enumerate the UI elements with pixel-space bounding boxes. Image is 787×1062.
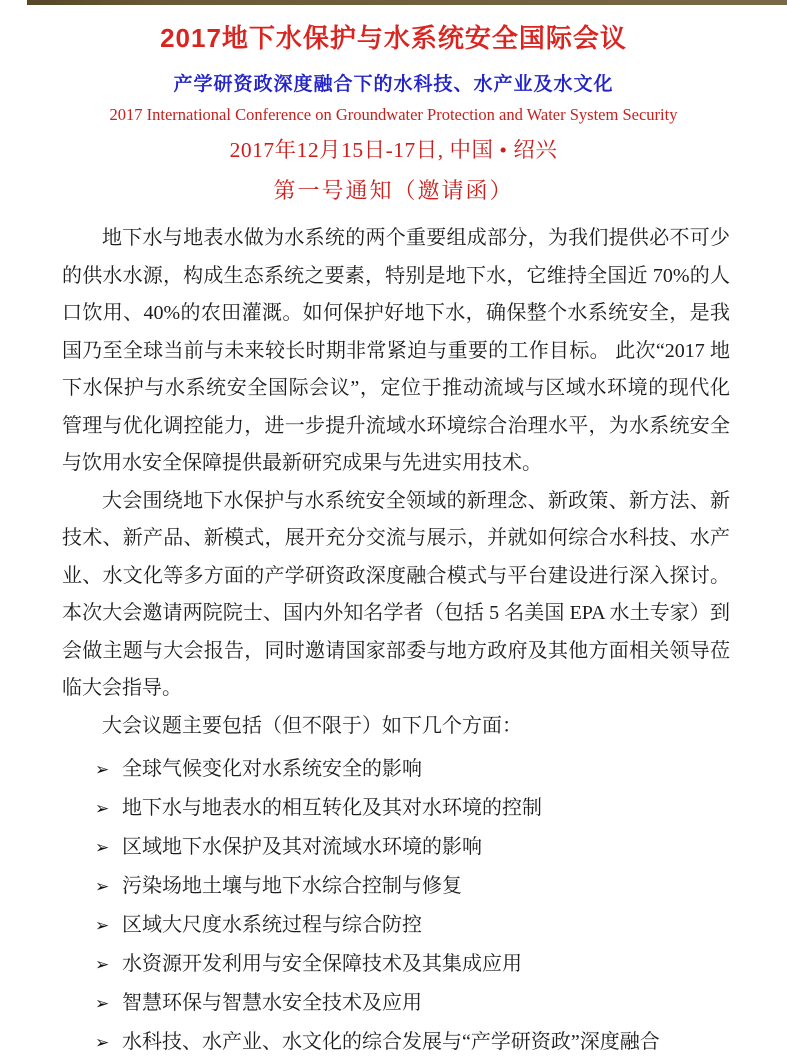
arrow-bullet-icon: ➢ [95,916,110,935]
topic-label: 智慧环保与智慧水安全技术及应用 [122,992,422,1014]
list-item [62,867,730,906]
paragraph-scope: 大会围绕地下水保护与水系统安全领域的新理念、新政策、新方法、新技术、新产品、新模式，展开充分交流与展示，并就如何综合水科技、水产业、水文化等多方面的产学研资政深度融合模式与平台建设进行深入探讨。本次大会邀请两院院士、国内外知名学者（包括 5 名美国 EPA 水土专家）到会做主题与大会报告，同时邀请国家部委与地方政府及其他方面相关领导莅临大会指导。 [62,489,730,699]
list-item [62,789,730,828]
paragraph-topics-lead: 大会议题主要包括（但不限于）如下几个方面： [102,714,522,737]
conference-title-cn: 2017地下水保护与水系统安全国际会议 [160,23,627,53]
topic-label: 污染场地土壤与地下水综合控制与修复 [122,875,462,897]
arrow-bullet-icon: ➢ [95,838,110,857]
arrow-bullet-icon: ➢ [95,1033,110,1052]
topic-label: 区域大尺度水系统过程与综合防控 [122,914,422,936]
document-page [0,5,787,1053]
list-item [62,984,730,1023]
conference-title-en: 2017 International Conference on Groundwater Protection and Water System Security [109,105,678,124]
arrow-bullet-icon: ➢ [95,799,110,818]
topic-label: 水科技、水产业、水文化的综合发展与“产学研资政”深度融合 [122,1031,660,1053]
topic-label: 区域地下水保护及其对流域水环境的影响 [122,836,482,858]
topic-label: 全球气候变化对水系统安全的影响 [122,758,422,780]
topic-label: 水资源开发利用与安全保障技术及其集成应用 [122,953,522,975]
arrow-bullet-icon: ➢ [95,877,110,896]
list-item [62,828,730,867]
notice-title: 第一号通知（邀请函） [273,178,514,203]
list-item [62,1023,730,1062]
document-header [0,22,787,204]
arrow-bullet-icon: ➢ [95,955,110,974]
list-item [62,750,730,789]
conference-theme-cn: 产学研资政深度融合下的水科技、水产业及水文化 [173,74,614,95]
conference-date-location: 2017年12月15日-17日, 中国 • 绍兴 [229,138,558,162]
topics-list [62,750,730,1062]
topic-label: 地下水与地表水的相互转化及其对水环境的控制 [122,797,542,819]
list-item [62,945,730,984]
arrow-bullet-icon: ➢ [95,760,110,779]
document-body [62,220,730,1062]
list-item [62,906,730,945]
arrow-bullet-icon: ➢ [95,994,110,1013]
paragraph-intro: 地下水与地表水做为水系统的两个重要组成部分，为我们提供必不可少的供水水源，构成生态系统之要素，特别是地下水，它维持全国近 70%的人口饮用、40%的农田灌溉。如何保护好地下水，确保整个水系统安全，是我国乃至全球当前与未来较长时期非常紧迫与重要的工作目标。 此次“2017 地下水保护与水系统安全国际会议”，定位于推动流域与区域水环境的现代化管理与优化调控能力，进一步提升流域水环境综合治理水平，为水系统安全与饮用水安全保障提供最新研究成果与先进实用技术。 [62,227,730,474]
